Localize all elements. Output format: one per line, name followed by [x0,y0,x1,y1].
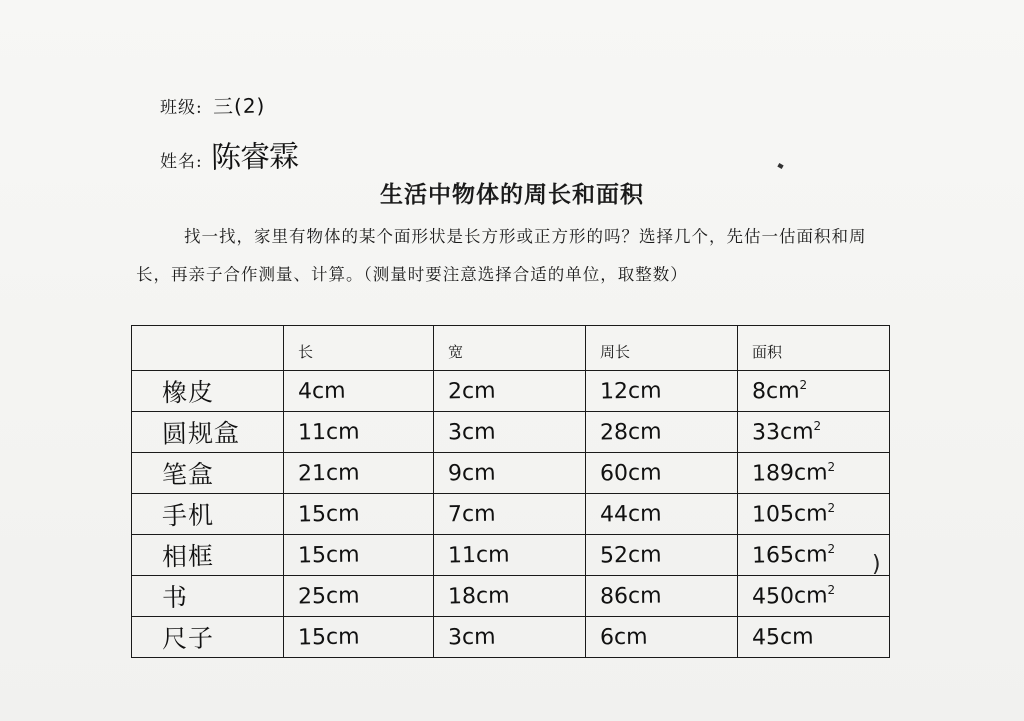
instructions-text: 找一找，家里有物体的某个面形状是长方形或正方形的吗？选择几个，先估一估面积和周长，再亲子合作测量、计算。（测量时要注意选择合适的单位，取整数） [136,227,867,284]
measurement-table [131,325,890,658]
area-unit-superscript: 2 [813,419,822,434]
area-unit-superscript: 2 [827,501,836,516]
width-cell-value: 11cm [447,541,510,569]
area-cell-value: 450cm [751,582,828,610]
ink-speck [777,163,783,169]
header-width: 宽 [434,326,586,371]
perimeter-cell [586,371,738,412]
area-cell [738,453,890,494]
length-cell-value: 11cm [297,418,360,446]
table-row [132,617,890,658]
perimeter-cell [586,494,738,535]
item-cell-value: 尺子 [161,623,215,654]
item-cell-value: 相框 [161,541,215,572]
width-cell [434,371,586,412]
length-cell [284,535,434,576]
length-cell [284,617,434,658]
perimeter-cell-value: 52cm [599,541,662,569]
length-cell-value: 15cm [297,500,360,528]
perimeter-cell-value: 6cm [599,624,648,650]
length-cell-value: 15cm [297,623,360,651]
name-label: 姓名: [160,152,203,172]
perimeter-cell [586,576,738,617]
table-row [132,494,890,535]
perimeter-cell-value: 86cm [599,582,662,610]
length-cell-value: 15cm [297,541,360,569]
width-cell-value: 2cm [447,378,496,404]
width-cell [434,453,586,494]
area-unit-superscript: 2 [827,542,836,557]
perimeter-cell-value: 12cm [599,377,662,405]
worksheet-title: 生活中物体的周长和面积 [380,182,644,208]
width-cell-value: 18cm [447,582,510,610]
table-header-row [132,326,890,371]
width-cell-value: 9cm [447,460,496,486]
class-value: 三(2) [212,93,266,119]
perimeter-cell [586,617,738,658]
area-unit-superscript: 2 [827,583,836,598]
area-cell-value: 33cm [751,419,814,446]
table-row [132,371,890,412]
area-cell-value: 189cm [751,459,828,487]
item-cell [132,576,284,617]
width-cell [434,617,586,658]
item-cell-value: 书 [161,582,189,613]
header-length: 长 [284,326,434,371]
item-cell [132,371,284,412]
width-cell-value: 7cm [447,501,496,527]
class-line [160,90,265,119]
perimeter-cell [586,535,738,576]
class-label: 班级: [160,98,203,118]
item-cell-value: 手机 [161,500,215,531]
width-cell [434,576,586,617]
item-cell [132,453,284,494]
length-cell [284,453,434,494]
perimeter-cell [586,412,738,453]
area-unit-superscript: 2 [827,460,836,475]
length-cell-value: 4cm [297,378,346,404]
length-cell [284,412,434,453]
perimeter-cell-value: 44cm [599,500,662,528]
area-cell [738,535,890,576]
header-area: 面积 [738,326,890,371]
item-cell [132,494,284,535]
table-row [132,576,890,617]
area-cell-value: 45cm [751,624,814,651]
area-cell-value: 165cm [751,541,828,569]
length-cell-value: 21cm [297,459,360,487]
item-cell-value: 笔盒 [161,459,215,490]
name-value: 陈睿霖 [210,139,299,176]
stray-pen-mark: ) [872,552,881,577]
table-row [132,412,890,453]
item-cell-value: 橡皮 [161,377,215,408]
length-cell [284,576,434,617]
width-cell [434,494,586,535]
width-cell-value: 3cm [447,624,496,650]
perimeter-cell-value: 60cm [599,459,662,487]
width-cell [434,535,586,576]
width-cell-value: 3cm [447,419,496,445]
table-row [132,535,890,576]
name-line [160,132,298,176]
area-cell-value: 8cm [751,378,800,405]
area-unit-superscript: 2 [799,378,808,393]
area-cell [738,371,890,412]
header-item [132,326,284,371]
width-cell [434,412,586,453]
area-cell-value: 105cm [751,500,828,528]
item-cell-value: 圆规盒 [161,418,241,449]
item-cell [132,412,284,453]
perimeter-cell-value: 28cm [599,418,662,446]
item-cell [132,535,284,576]
area-cell [738,576,890,617]
length-cell [284,371,434,412]
perimeter-cell [586,453,738,494]
area-cell [738,494,890,535]
length-cell-value: 25cm [297,582,360,610]
header-perimeter: 周长 [586,326,738,371]
table-row [132,453,890,494]
item-cell [132,617,284,658]
area-cell [738,617,890,658]
length-cell [284,494,434,535]
area-cell [738,412,890,453]
